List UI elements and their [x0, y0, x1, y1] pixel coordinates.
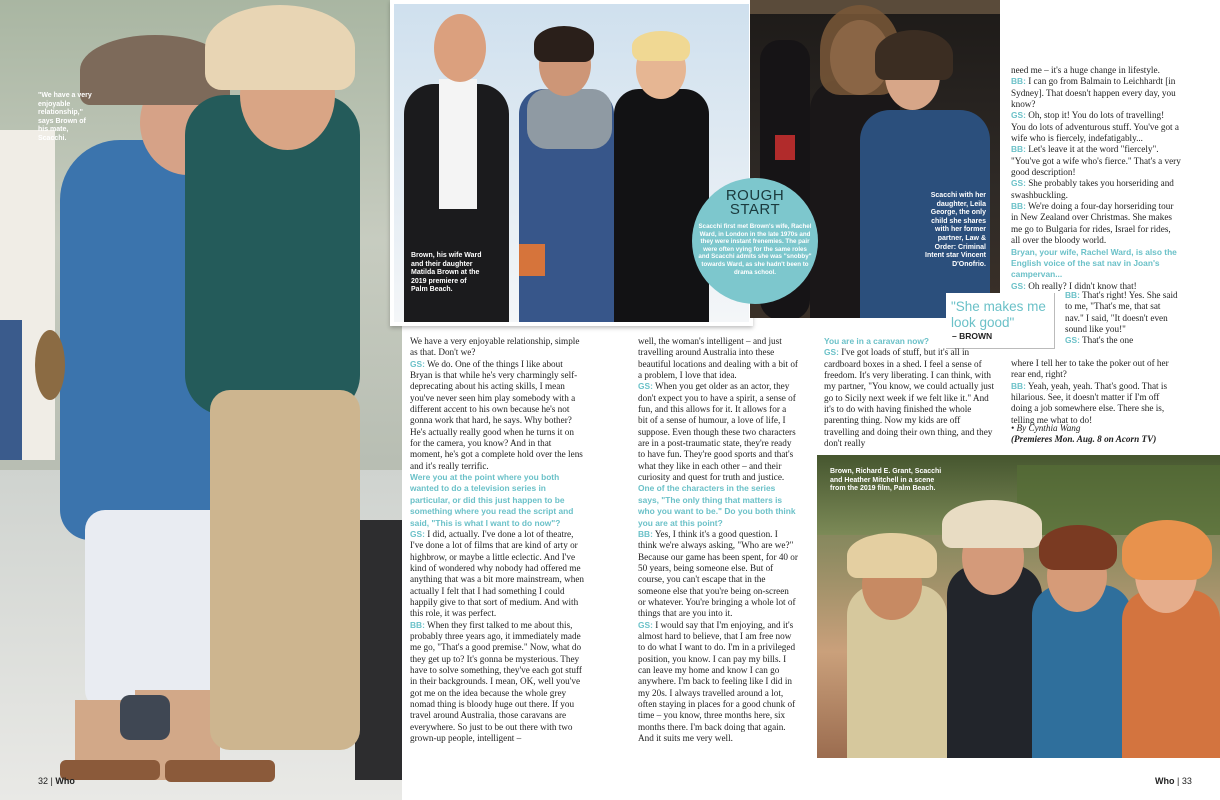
sidebar-title-line2: START	[729, 201, 781, 218]
article-column-4-narrow	[1065, 290, 1181, 347]
interview-answer	[410, 529, 585, 620]
interview-answer	[410, 620, 585, 745]
interview-answer	[1065, 335, 1181, 346]
answer-text: I did, actually. I've done a lot of theatre, I've done a lot of films that are kind of arty or highbrow, or maybe a little eclectic. And I've kind of wondered why nobody had offered me anything that was a bit more mainstream, when actually I felt that I had something I could happily give to that sort of medium. And with this role, it was perfect.	[410, 528, 585, 619]
answer-text: Yeah, yeah, yeah. That's good. That is hilarious. See, it doesn't matter if I'm off doing a job somewhere else. There she is, telling me what to do!	[1011, 380, 1168, 425]
speaker-initials: BB:	[1011, 76, 1026, 87]
article-column-4-bottom	[1011, 358, 1181, 426]
speaker-initials: GS:	[410, 528, 425, 539]
speaker-initials: GS:	[638, 619, 653, 630]
answer-text: That's right! Yes. She said to me, "That's me, that sat nav." I said, "It doesn't even sound like you!"	[1065, 290, 1178, 335]
folio-left	[38, 776, 75, 786]
interview-answer	[824, 347, 994, 449]
page-number-right: 33	[1181, 776, 1192, 786]
hero-caption: "We have a very enjoyable relationship," says Brown of his mate, Scacchi.	[38, 92, 92, 142]
body-text: We have a very enjoyable relationship, simple as that. Don't we?	[410, 336, 580, 358]
speaker-initials: GS:	[824, 347, 839, 358]
interview-answer	[1011, 110, 1181, 144]
body-text: need me – it's a huge change in lifestyle.	[1011, 65, 1160, 75]
film-caption: Brown, Richard E. Grant, Scacchi and Heather Mitchell in a scene from the 2019 film, Palm Beach.	[830, 468, 942, 493]
sidebar-title-line1: ROUGH	[725, 187, 785, 204]
interview-answer	[1011, 144, 1181, 178]
answer-text: We do. One of the things I like about Bryan is that while he's very charmingly self-deprecating about his acting skills, I mean you've never seen him play somebody with a different accent to his own because he's not gonna work that hard, he says. Why bother? He's actually really good when he turns it on for the camera, you know? And in that moment, he's got a complete hold over the lens and it's really terrific.	[410, 358, 583, 471]
interview-answer	[638, 529, 798, 620]
brand-left: Who	[55, 776, 75, 786]
daughter-caption: Scacchi with her daughter, Leila George, the only child she shares with her former partner, Law & Order: Criminal Intent star Vincent D'Onofrio.	[925, 192, 986, 268]
interview-answer	[1011, 381, 1181, 426]
speaker-initials: GS:	[1065, 335, 1080, 346]
pull-quote-text: "She makes me look good"	[951, 299, 1046, 330]
article-column-3	[824, 336, 994, 449]
body-text: where I tell her to take the poker out of her rear end, right?	[1011, 358, 1169, 380]
article-column-4-top	[1011, 65, 1181, 292]
body-text: well, the woman's intelligent – and just travelling around Australia into these beautiful locations and dealing with a bit of a problem, I love that idea.	[638, 336, 798, 381]
speaker-initials: GS:	[1011, 110, 1026, 121]
folio-divider: |	[50, 776, 56, 786]
brand-right: Who	[1155, 776, 1175, 786]
speaker-initials: GS:	[1011, 280, 1026, 291]
interview-question: Were you at the point where you both wanted to do a television series in particular, or did this just happen to be something where you read the script and said, "This is what I want to do now"?	[410, 472, 574, 528]
answer-text: When they first talked to me about this, probably three years ago, it immediately made me go, "That's a good premise." Now, what do they get up to? It's gonna be mysterious. They have to solve something, they've each got stuff in their backgrounds. I mean, OK, well you've got me on the idea because the whole grey nomad thing is bloody huge out there. If you travel around Australia, those caravans are everywhere. So just to be out there with two grown-up people, intelligent –	[410, 619, 582, 744]
article-column-1	[410, 336, 585, 744]
interview-answer	[1011, 76, 1181, 110]
answer-text: When you get older as an actor, they don't expect you to have a spirit, a sense of fun, and this allows for it. It allows for a bit of a sense of humour, a love of life, I suppose. Even though these two characters are in a post-traumatic state, they're ready to have fun. They're good sports and that's what they like in each other – and their curiosity and quest for truth and justice.	[638, 381, 796, 483]
byline-block	[1011, 423, 1186, 446]
speaker-initials: BB:	[410, 619, 425, 630]
page-number-left: 32	[38, 776, 49, 786]
answer-text: We're doing a four-day horseriding tour in New Zealand over Christmas. She makes me go to Bulgaria for rides, Israel for rides, all over the bloody world.	[1011, 201, 1174, 246]
interview-question: Bryan, your wife, Rachel Ward, is also the English voice of the sat nav in Joan's campervan...	[1011, 246, 1177, 280]
film-photo	[817, 455, 1220, 758]
sidebar-body: Scacchi first met Brown's wife, Rachel Ward, in London in the late 1970s and they were instant frenemies. The pair were often vying for the same roles and Scacchi admits she was "snobby" towards Ward, as she hadn't been to drama school.	[698, 223, 812, 276]
answer-text: I can go from Balmain to Leichhardt [in Sydney]. That doesn't happen every day, you know?	[1011, 76, 1176, 110]
premiere-note: (Premieres Mon. Aug. 8 on Acorn TV)	[1011, 434, 1157, 445]
interview-answer	[638, 620, 798, 745]
answer-text: Oh really? I didn't know that!	[1025, 280, 1137, 291]
interview-answer	[1011, 178, 1181, 201]
interview-answer	[1011, 201, 1181, 246]
answer-text: I've got loads of stuff, but it's all in cardboard boxes in a shed. I feel a sense of freedom. It's very liberating. I can think, with my partner, "You know, we could actually just go to Sicily next week if we felt like it." And it's to do with having finished the whole parenting thing. Now my kids are off travelling and doing their own thing, and they don't really	[824, 347, 995, 449]
speaker-initials: BB:	[1011, 380, 1026, 391]
article-column-2	[638, 336, 798, 744]
speaker-initials: GS:	[410, 358, 425, 369]
speaker-initials: BB:	[1065, 290, 1080, 300]
pull-quote-attribution: – BROWN	[952, 331, 993, 341]
speaker-initials: BB:	[1011, 144, 1026, 155]
interview-question: One of the characters in the series says, "The only thing that matters is who you want to be." Do you both think you are at this point?	[638, 483, 796, 528]
answer-text: Yes, I think it's a good question. I think we're always asking, "Who are we?" Because our game has been spent, for 40 or 50 years, being someone else. But of course, you can't escape that in the someone else that you're being on-screen or whatever. You're bringing a whole lot of things that are you into it.	[638, 528, 798, 619]
sidebar-title	[692, 189, 818, 217]
answer-text: That's the one	[1079, 335, 1134, 346]
speaker-initials: BB:	[1011, 201, 1026, 212]
premiere-caption: Brown, his wife Ward and their daughter Matilda Brown at the 2019 premiere of Palm Beach.	[411, 252, 482, 294]
speaker-initials: BB:	[638, 528, 653, 539]
byline: • By Cynthia Wang	[1011, 423, 1081, 433]
folio-right	[1155, 776, 1192, 786]
answer-text: She probably takes you horseriding and swashbuckling.	[1011, 178, 1174, 200]
speaker-initials: GS:	[638, 381, 653, 392]
answer-text: Let's leave it at the word "fiercely". "You've got a wife who's fierce." That's a very good description!	[1011, 144, 1181, 178]
answer-text: I would say that I'm enjoying, and it's almost hard to believe, that I am free now to do what I want to do. I'm in a privileged position, you know. I can pay my bills. I can leave my home and know I can go anywhere. I'm back to feeling like I did in my 20s. I always travelled around a lot, often staying in places for a good chunk of time – you know, three months here, six months there. I'm back doing that again. And it suits me very well.	[638, 619, 796, 744]
speaker-initials: GS:	[1011, 178, 1026, 189]
interview-answer	[410, 359, 585, 472]
folio-divider: |	[1177, 776, 1182, 786]
answer-text: Oh, stop it! You do lots of travelling! You do lots of adventurous stuff. You've got a wife who is fiercely, indefatigably...	[1011, 110, 1179, 144]
interview-answer	[1065, 290, 1181, 335]
interview-answer	[638, 381, 798, 483]
interview-question: You are in a caravan now?	[824, 336, 930, 346]
